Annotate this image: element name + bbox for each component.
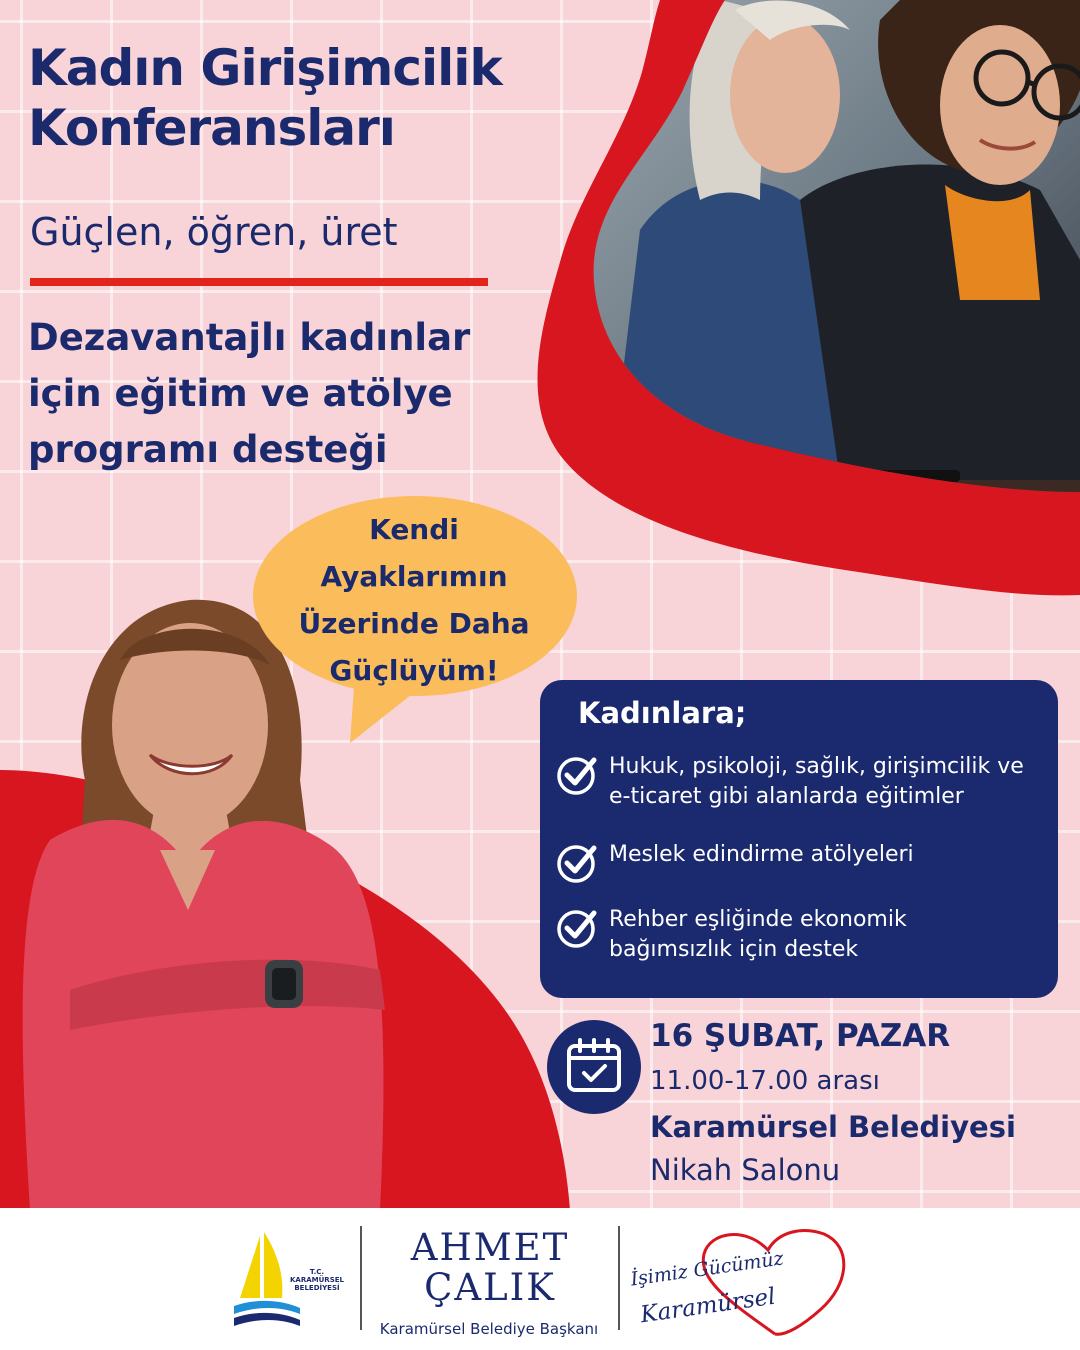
check-icon <box>556 840 600 884</box>
mayor-last-name: ÇALIK <box>424 1266 556 1309</box>
event-venue-room: Nikah Salonu <box>650 1153 841 1187</box>
bubble-line-3: Üzerinde Daha <box>298 607 530 640</box>
bubble-line-4: Güçlüyüm! <box>329 654 499 687</box>
support-text <box>28 310 470 478</box>
check-icon <box>556 905 600 949</box>
divider-rule <box>30 278 488 286</box>
event-time: 11.00-17.00 arası <box>650 1066 880 1096</box>
slogan-line-2: Karamürsel <box>638 1283 778 1329</box>
heart-icon <box>690 1222 860 1342</box>
event-date: 16 ŞUBAT, PAZAR <box>650 1018 951 1054</box>
footer <box>0 1208 1080 1350</box>
footer-divider <box>618 1226 620 1330</box>
benefit-3-line-2: bağımsızlık için destek <box>609 937 859 962</box>
support-line-3: programı desteği <box>28 428 388 471</box>
logo-line-2: KARAMÜRSEL <box>290 1276 344 1284</box>
support-line-1: Dezavantajlı kadınlar <box>28 316 471 359</box>
title-line-1: Kadın Girişimcilik <box>28 39 502 97</box>
page-title <box>28 38 502 158</box>
check-icon <box>556 752 600 796</box>
support-line-2: için eğitim ve atölye <box>28 372 453 415</box>
benefit-3-line-1: Rehber eşliğinde ekonomik <box>609 907 907 932</box>
mayor-first-name: AHMET <box>410 1226 570 1269</box>
logo-line-3: BELEDİYESİ <box>294 1284 340 1292</box>
calendar-badge <box>547 1020 641 1114</box>
calendar-icon <box>547 1020 641 1114</box>
event-venue: Karamürsel Belediyesi <box>650 1110 1016 1144</box>
bubble-quote <box>258 506 570 694</box>
footer-divider <box>360 1226 362 1330</box>
slogan-line-1: İşimiz Gücümüz <box>629 1247 785 1291</box>
benefit-1-line-1: Hukuk, psikoloji, sağlık, girişimcilik ve <box>609 754 1024 779</box>
benefit-1-line-2: e-ticaret gibi alanlarda eğitimler <box>609 784 964 809</box>
mayor-title: Karamürsel Belediye Başkanı <box>379 1320 599 1338</box>
logo-line-1: T.C. <box>309 1268 325 1276</box>
subtitle: Güçlen, öğren, üret <box>30 210 398 254</box>
benefit-2-line-1: Meslek edindirme atölyeleri <box>609 842 914 867</box>
benefits-heading: Kadınlara; <box>578 696 747 730</box>
bubble-line-1: Kendi <box>369 513 459 546</box>
title-line-2: Konferansları <box>28 99 395 157</box>
bubble-line-2: Ayaklarımın <box>320 560 508 593</box>
logo-text <box>290 1268 344 1292</box>
mayor-name <box>380 1228 600 1308</box>
